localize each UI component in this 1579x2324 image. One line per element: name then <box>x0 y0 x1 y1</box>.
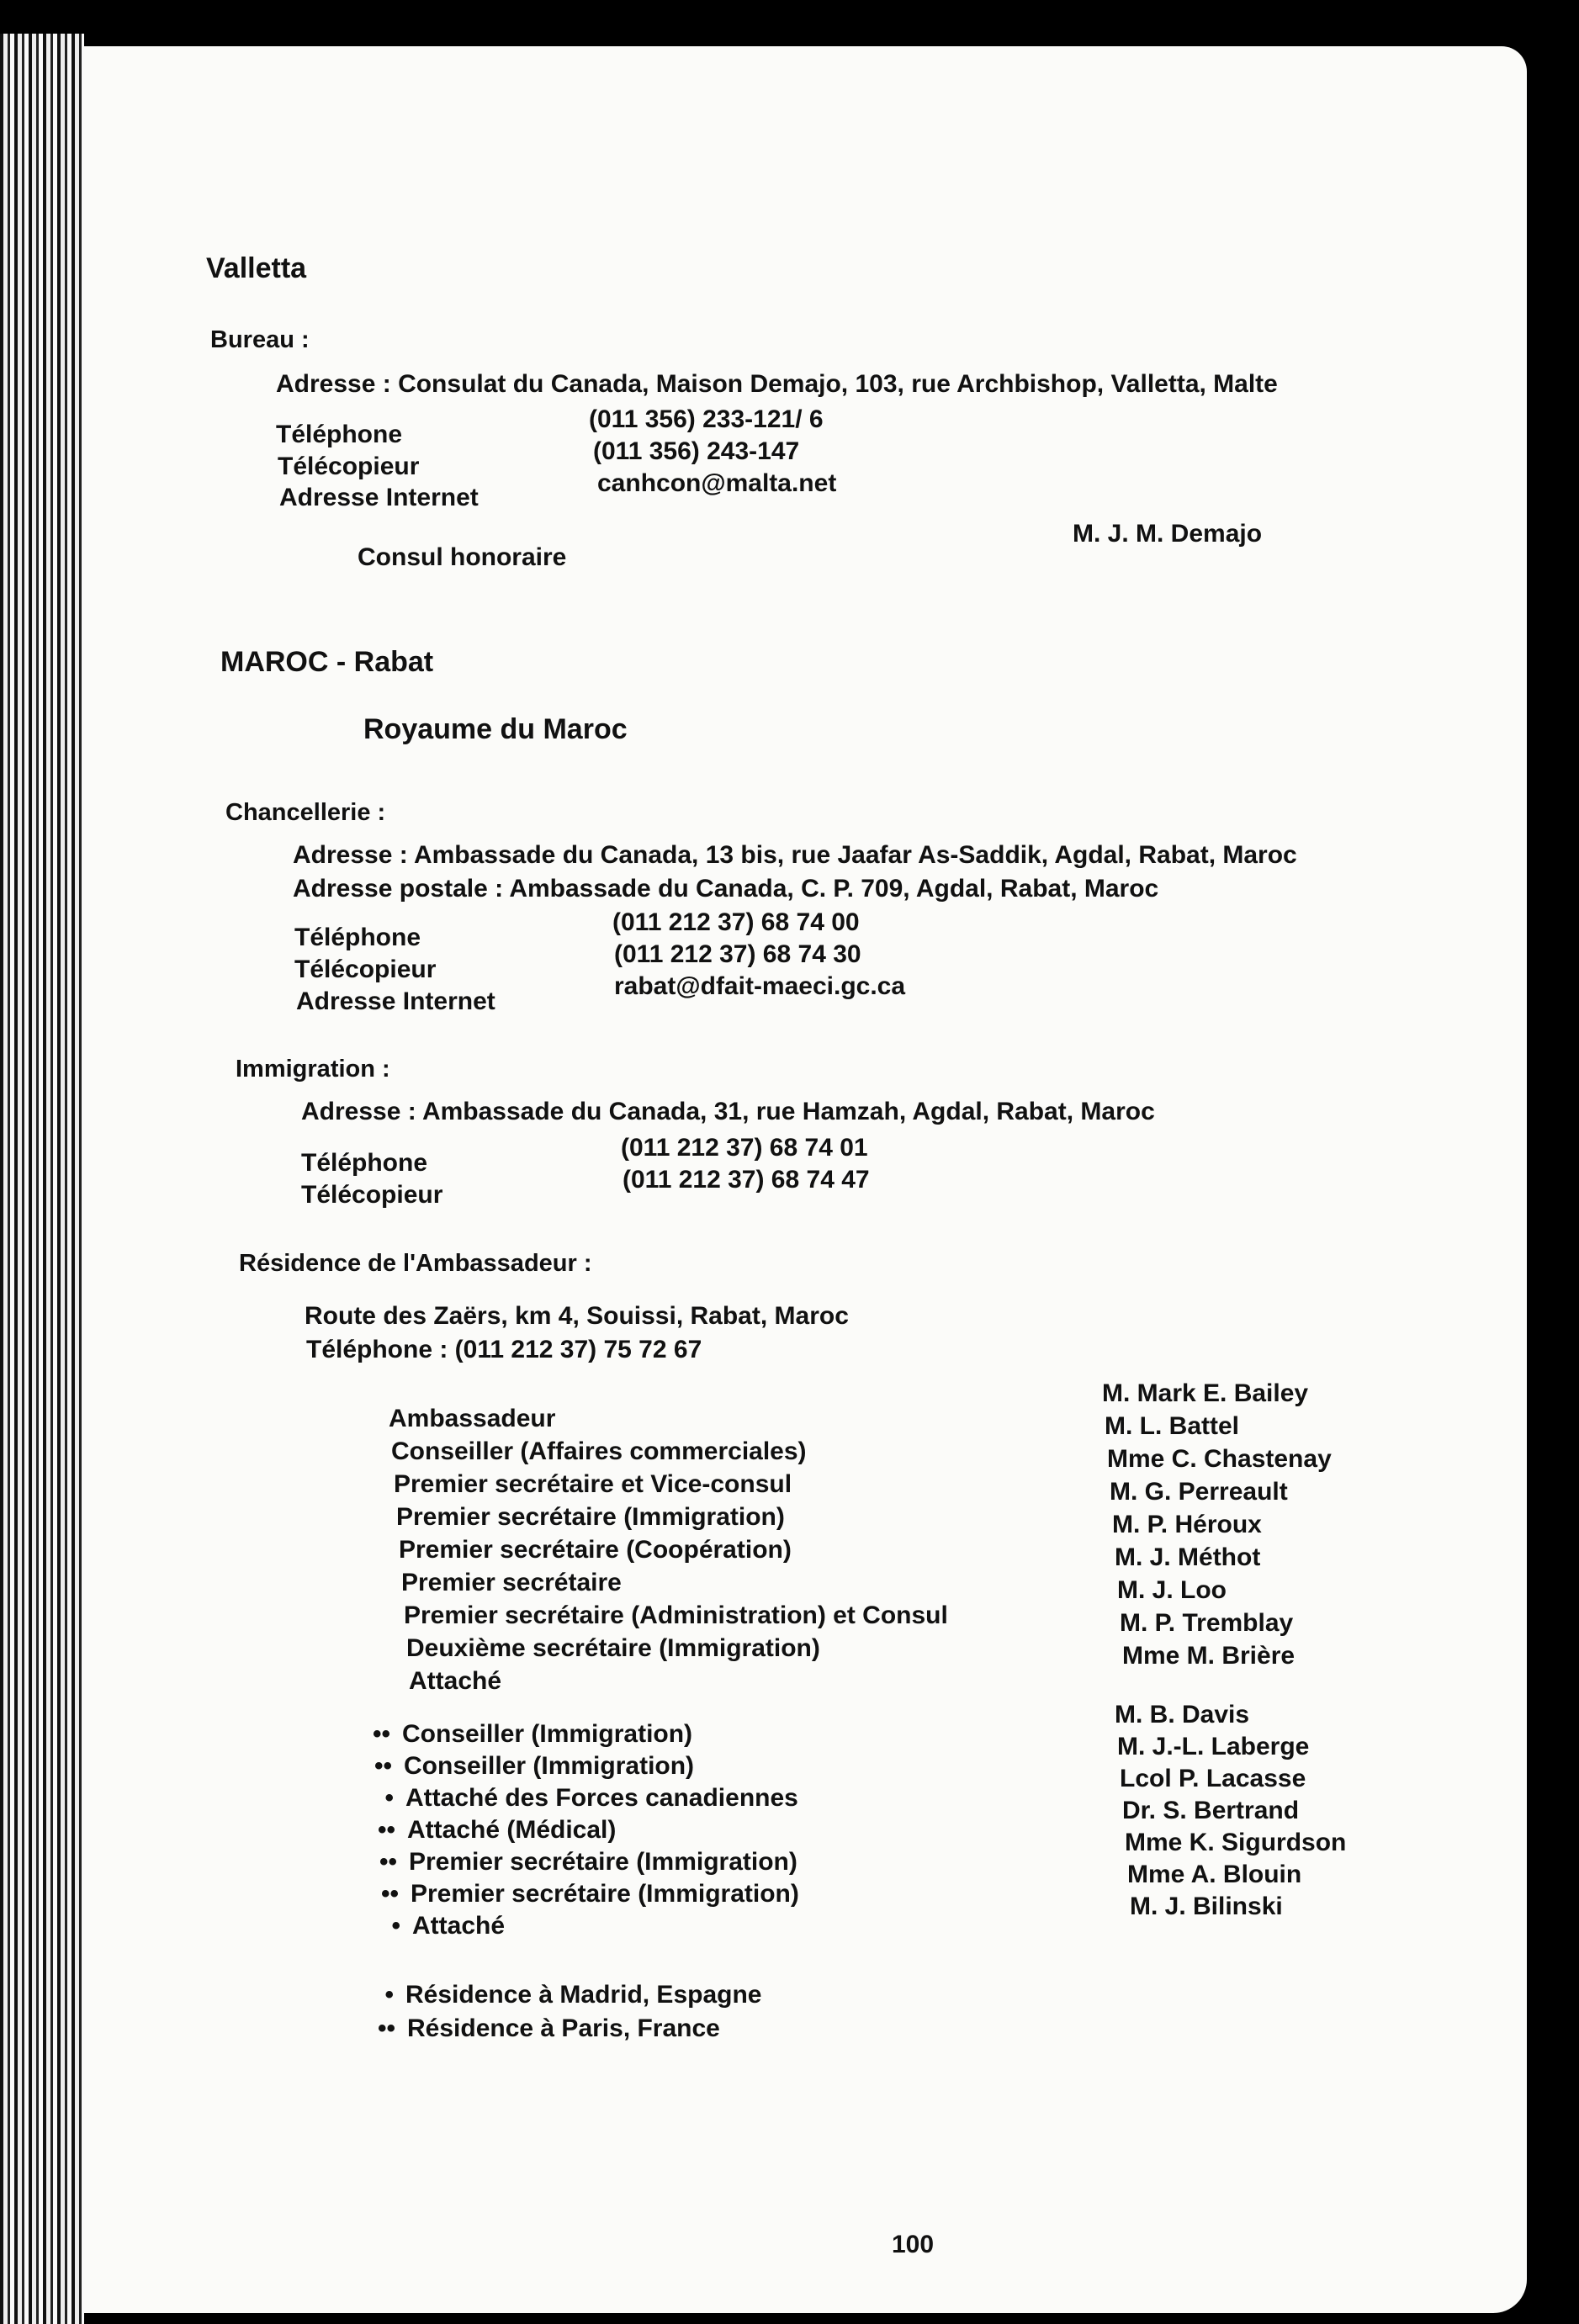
valletta-phone: (011 356) 233-121/ 6 <box>589 405 824 433</box>
note-text: Résidence à Paris, France <box>407 2014 720 2042</box>
staff-name: M. P. Héroux <box>1112 1511 1262 1538</box>
nonresident-name: M. J. Bilinski <box>1130 1893 1283 1920</box>
immigration-phone-label: Téléphone <box>301 1149 428 1177</box>
valletta-fax-label: Télécopieur <box>278 453 420 480</box>
staff-name: M. G. Perreault <box>1110 1478 1288 1506</box>
staff-name: M. L. Battel <box>1105 1412 1240 1440</box>
staff-role: Premier secrétaire <box>401 1569 622 1596</box>
nonresident-row <box>357 1784 798 1813</box>
residence-heading: Résidence de l'Ambassadeur : <box>239 1250 592 1277</box>
bureau-heading: Bureau : <box>210 326 310 353</box>
valletta-title: Valletta <box>206 252 307 284</box>
nonresident-role: Premier secrétaire (Immigration) <box>409 1848 797 1876</box>
bullet-mark: •• <box>377 2014 395 2042</box>
nonresident-name: Mme A. Blouin <box>1127 1861 1302 1888</box>
nonresident-role: Conseiller (Immigration) <box>402 1720 693 1748</box>
bullet-mark: • <box>391 1912 400 1940</box>
chancellerie-fax: (011 212 37) 68 74 30 <box>614 940 861 968</box>
valletta-name: M. J. M. Demajo <box>1073 520 1263 548</box>
nonresident-name: M. B. Davis <box>1115 1701 1250 1728</box>
residence-address: Route des Zaërs, km 4, Souissi, Rabat, Maroc <box>305 1302 849 1330</box>
nonresident-role: Attaché (Médical) <box>407 1816 617 1844</box>
chancellerie-web: rabat@dfait-maeci.gc.ca <box>614 972 906 1000</box>
staff-name: M. J. Loo <box>1117 1576 1227 1604</box>
nonresident-name: Lcol P. Lacasse <box>1120 1765 1306 1792</box>
chancellerie-heading: Chancellerie : <box>225 799 386 826</box>
note-row <box>358 2014 720 2043</box>
nonresident-row <box>363 1912 505 1940</box>
bullet-mark: •• <box>380 1880 399 1908</box>
nonresident-row <box>362 1880 799 1908</box>
note-row <box>357 1981 761 2009</box>
page-edge <box>1529 50 1579 2324</box>
bullet-mark: • <box>384 1784 394 1812</box>
chancellerie-postal: Adresse postale : Ambassade du Canada, C. P. 709, Agdal, Rabat, Maroc <box>293 875 1159 903</box>
nonresident-row <box>353 1720 692 1749</box>
immigration-address: Adresse : Ambassade du Canada, 31, rue Hamzah, Agdal, Rabat, Maroc <box>301 1098 1155 1125</box>
page-number: 100 <box>892 2231 935 2258</box>
nonresident-role: Attaché <box>412 1912 506 1940</box>
residence-phone: Téléphone : (011 212 37) 75 72 67 <box>306 1336 702 1363</box>
immigration-phone: (011 212 37) 68 74 01 <box>621 1134 868 1162</box>
maroc-title: MAROC - Rabat <box>220 646 434 678</box>
maroc-subtitle: Royaume du Maroc <box>363 713 628 745</box>
chancellerie-web-label: Adresse Internet <box>296 987 495 1015</box>
valletta-role: Consul honoraire <box>358 543 567 571</box>
staff-role: Premier secrétaire (Coopération) <box>399 1536 792 1564</box>
staff-role: Attaché <box>409 1667 502 1695</box>
staff-name: Mme M. Brière <box>1122 1642 1296 1670</box>
staff-role: Deuxième secrétaire (Immigration) <box>406 1634 820 1662</box>
nonresident-row <box>358 1816 616 1845</box>
nonresident-row <box>355 1752 694 1781</box>
nonresident-role: Conseiller (Immigration) <box>404 1752 695 1780</box>
book-spine <box>0 34 84 2324</box>
immigration-fax: (011 212 37) 68 74 47 <box>623 1166 870 1194</box>
staff-name: M. J. Méthot <box>1115 1543 1261 1571</box>
chancellerie-phone-label: Téléphone <box>294 924 421 951</box>
note-text: Résidence à Madrid, Espagne <box>405 1981 762 2009</box>
nonresident-row <box>360 1848 797 1877</box>
staff-role: Conseiller (Affaires commerciales) <box>391 1437 807 1465</box>
staff-role: Premier secrétaire et Vice-consul <box>394 1470 792 1498</box>
bullet-mark: •• <box>374 1752 392 1780</box>
staff-role: Ambassadeur <box>389 1405 556 1432</box>
chancellerie-address: Adresse : Ambassade du Canada, 13 bis, rue Jaafar As-Saddik, Agdal, Rabat, Maroc <box>293 841 1297 869</box>
staff-name: M. P. Tremblay <box>1120 1609 1294 1637</box>
valletta-address: Adresse : Consulat du Canada, Maison Demajo, 103, rue Archbishop, Valletta, Malte <box>276 370 1278 398</box>
valletta-fax: (011 356) 243-147 <box>593 437 800 465</box>
nonresident-role: Premier secrétaire (Immigration) <box>411 1880 799 1908</box>
valletta-web-label: Adresse Internet <box>279 484 479 511</box>
nonresident-name: M. J.-L. Laberge <box>1117 1733 1310 1760</box>
immigration-heading: Immigration : <box>236 1056 390 1083</box>
staff-name: M. Mark E. Bailey <box>1102 1379 1309 1407</box>
bullet-mark: •• <box>372 1720 390 1748</box>
bullet-mark: •• <box>379 1848 397 1876</box>
nonresident-role: Attaché des Forces canadiennes <box>405 1784 798 1812</box>
bullet-mark: •• <box>377 1816 395 1844</box>
staff-name: Mme C. Chastenay <box>1107 1445 1332 1473</box>
chancellerie-fax-label: Télécopieur <box>294 956 437 983</box>
valletta-web: canhcon@malta.net <box>597 469 837 497</box>
nonresident-name: Mme K. Sigurdson <box>1125 1829 1347 1856</box>
staff-role: Premier secrétaire (Administration) et Consul <box>404 1601 948 1629</box>
chancellerie-phone: (011 212 37) 68 74 00 <box>612 908 860 936</box>
bullet-mark: • <box>384 1981 394 2009</box>
nonresident-name: Dr. S. Bertrand <box>1122 1797 1300 1824</box>
immigration-fax-label: Télécopieur <box>301 1181 443 1209</box>
staff-role: Premier secrétaire (Immigration) <box>396 1503 785 1531</box>
valletta-phone-label: Téléphone <box>276 421 403 448</box>
